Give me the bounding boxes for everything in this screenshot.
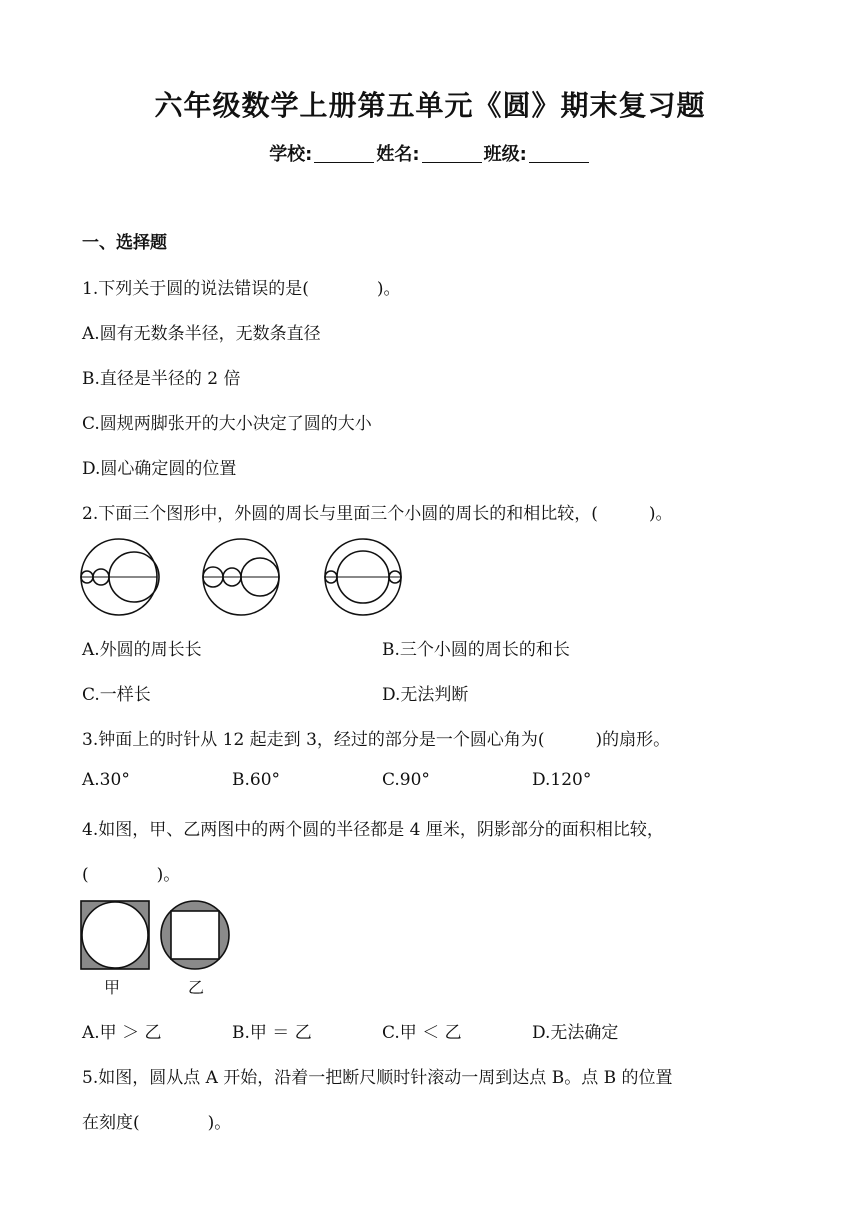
figure-jia-square-circle [81,901,149,969]
circle-figure-2 [203,539,279,615]
question-4-stem-line-2: ( )。 [82,865,181,885]
question-2-figures [78,536,418,620]
question-3-option-b[interactable]: B.60° [232,770,281,790]
question-4-figures [80,900,235,972]
figure-label-jia: 甲 [104,978,121,997]
question-3-option-c[interactable]: C.90° [382,770,430,790]
school-label: 学校: [269,144,313,165]
question-1-option-c[interactable]: C.圆规两脚张开的大小决定了圆的大小 [82,414,372,434]
question-1-option-a[interactable]: A.圆有无数条半径，无数条直径 [82,324,321,344]
page-title: 六年级数学上册第五单元《圆》期末复习题 [154,89,706,122]
question-4-option-c[interactable]: C.甲 ＜ 乙 [382,1023,462,1043]
name-label: 姓名: [376,144,420,165]
figure-label-yi: 乙 [188,978,205,997]
class-blank[interactable] [529,144,589,163]
circle-figure-1 [81,539,159,615]
name-blank[interactable] [422,144,482,163]
question-2-option-b[interactable]: B.三个小圆的周长的和长 [382,640,570,660]
question-4-stem-line-1: 4.如图，甲、乙两图中的两个圆的半径都是 4 厘米，阴影部分的面积相比较， [82,820,664,840]
question-3-option-a[interactable]: A.30° [82,770,130,790]
question-4-option-d[interactable]: D.无法确定 [532,1023,619,1043]
circle-figure-3 [325,539,401,615]
question-1-stem: 1.下列关于圆的说法错误的是( )。 [82,279,401,299]
question-2-option-d[interactable]: D.无法判断 [382,685,469,705]
section-heading: 一、选择题 [82,233,167,253]
class-label: 班级: [483,144,527,165]
question-4-option-a[interactable]: A.甲 ＞ 乙 [82,1023,162,1043]
school-blank[interactable] [314,144,374,163]
figure-yi-circle-square [161,901,229,969]
question-5-stem-line-1: 5.如图，圆从点 A 开始，沿着一把断尺顺时针滚动一周到达点 B。点 B 的位置 [82,1068,673,1088]
question-4-option-b[interactable]: B.甲 ＝ 乙 [232,1023,312,1043]
question-2-option-c[interactable]: C.一样长 [82,685,151,705]
question-3-option-d[interactable]: D.120° [532,770,592,790]
question-1-option-d[interactable]: D.圆心确定圆的位置 [82,459,237,479]
student-info-line [0,140,860,166]
question-1-option-b[interactable]: B.直径是半径的 2 倍 [82,369,241,389]
question-2-stem: 2.下面三个图形中，外圆的周长与里面三个小圆的周长的和相比较，( )。 [82,504,673,524]
question-2-option-a[interactable]: A.外圆的周长长 [82,640,202,660]
question-5-stem-line-2: 在刻度( )。 [82,1113,232,1133]
question-3-stem: 3.钟面上的时针从 12 起走到 3，经过的部分是一个圆心角为( )的扇形。 [82,730,671,750]
